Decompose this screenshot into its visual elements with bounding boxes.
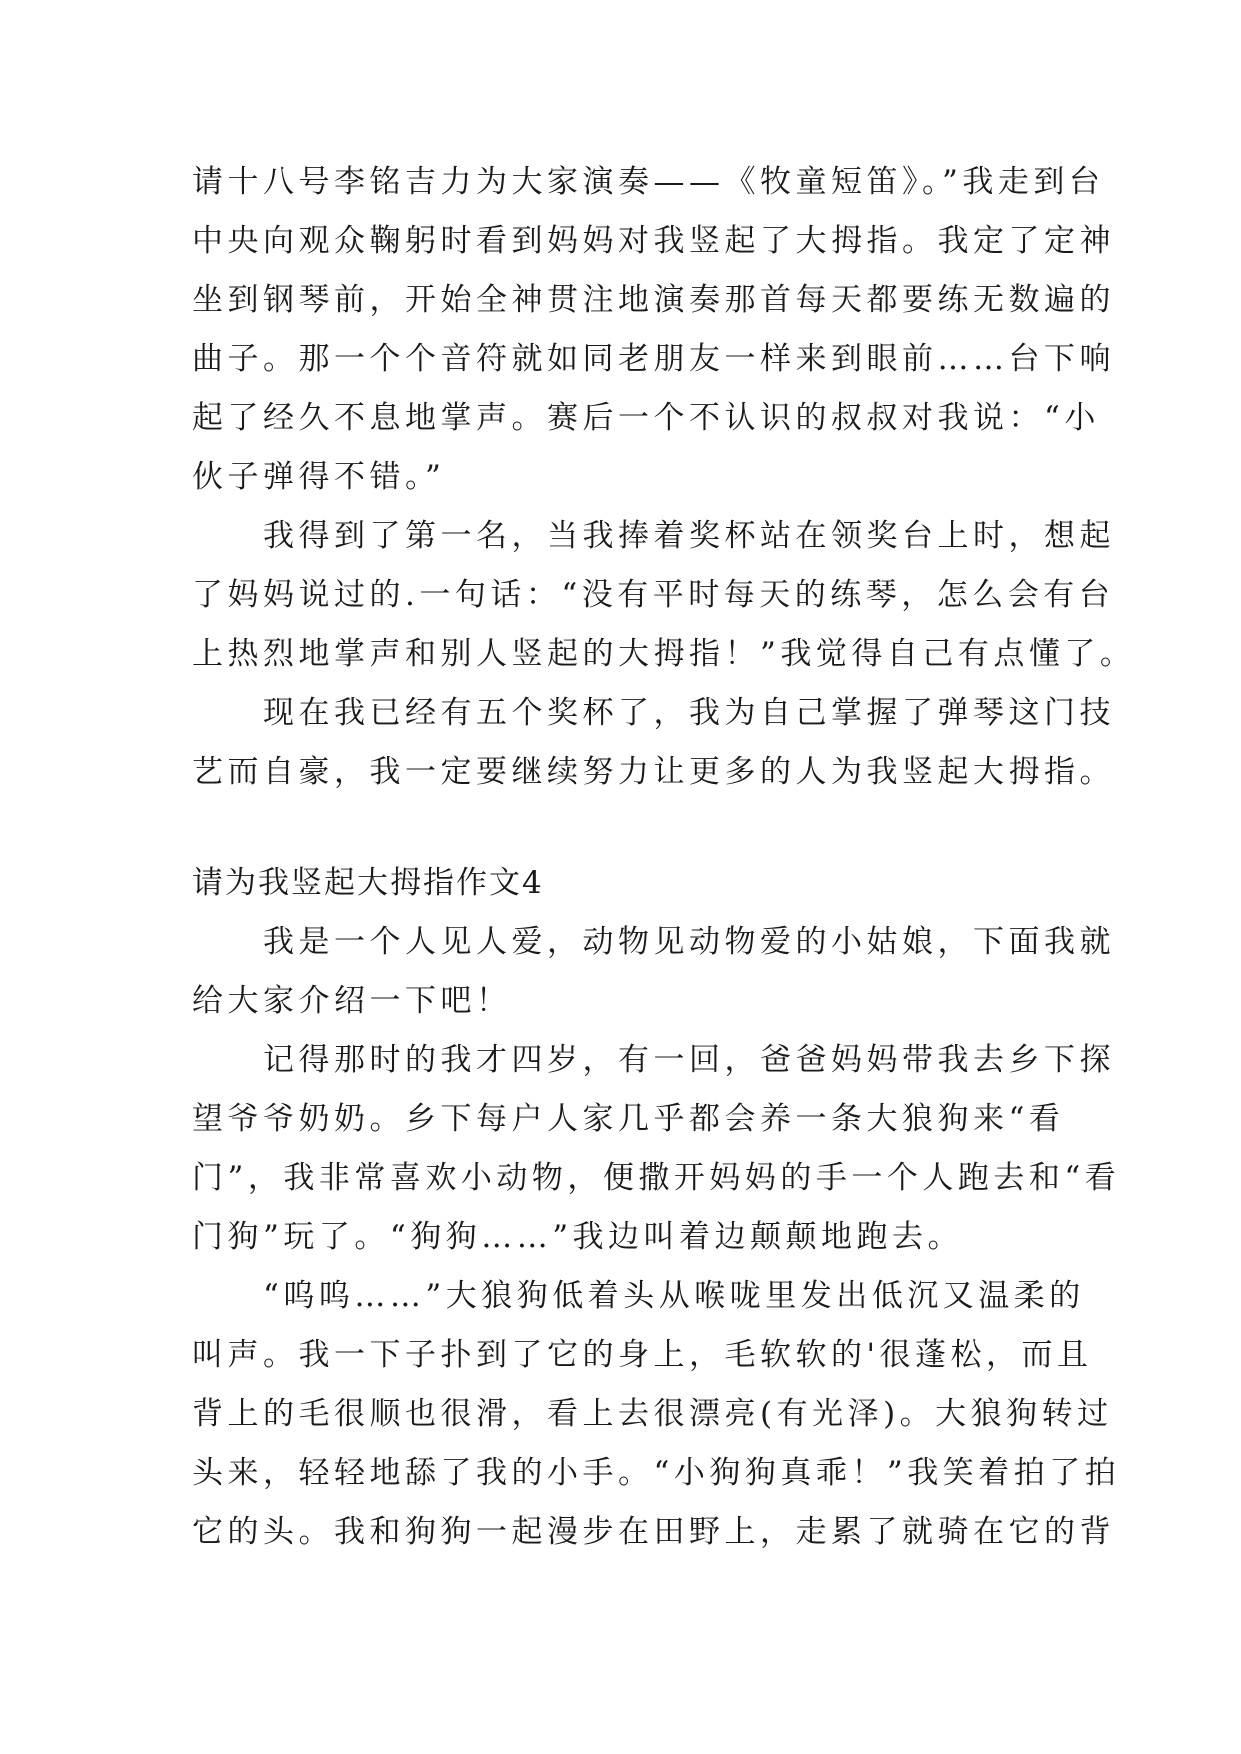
text-line: 请十八号李铭吉力为大家演奏——《牧童短笛》。”我走到台 xyxy=(192,164,1105,200)
text-line: “呜呜……”大狼狗低着头从喉咙里发出低沉又温柔的 xyxy=(192,1278,1085,1314)
text-line: 上热烈地掌声和别人竖起的大拇指！”我觉得自己有点懂了。 xyxy=(192,636,1136,672)
text-line: 门”，我非常喜欢小动物，便撒开妈妈的手一个人跑去和“看 xyxy=(192,1160,1121,1196)
text-line: 现在我已经有五个奖杯了，我为自己掌握了弹琴这门技 xyxy=(192,695,1115,731)
text-line: 头来，轻轻地舔了我的小手。“小狗狗真乖！”我笑着拍了拍 xyxy=(192,1455,1121,1491)
text-line: 了妈妈说过的.一句话：“没有平时每天的练琴，怎么会有台 xyxy=(192,577,1115,613)
section-heading: 请为我竖起大拇指作文4 xyxy=(192,865,544,901)
text-line: 门狗”玩了。“狗狗……”我边叫着边颠颠地跑去。 xyxy=(192,1219,964,1255)
text-line: 望爷爷奶奶。乡下每户人家几乎都会养一条大狼狗来“看 xyxy=(192,1101,1065,1137)
text-line: 坐到钢琴前，开始全神贯注地演奏那首每天都要练无数遍的 xyxy=(192,282,1115,318)
text-line: 我是一个人见人爱，动物见动物爱的小姑娘，下面我就 xyxy=(192,924,1115,960)
text-line: 中央向观众鞠躬时看到妈妈对我竖起了大拇指。我定了定神 xyxy=(192,223,1115,259)
text-line: 它的头。我和狗狗一起漫步在田野上，走累了就骑在它的背 xyxy=(192,1514,1115,1550)
text-line: 背上的毛很顺也很滑，看上去很漂亮(有光泽)。大狼狗转过 xyxy=(192,1396,1113,1432)
text-line: 起了经久不息地掌声。赛后一个不认识的叔叔对我说：“小 xyxy=(192,400,1100,436)
text-line: 艺而自豪，我一定要继续努力让更多的人为我竖起大拇指。 xyxy=(192,754,1115,790)
text-line: 曲子。那一个个音符就如同老朋友一样来到眼前……台下响 xyxy=(192,341,1115,377)
text-line: 给大家介绍一下吧！ xyxy=(192,983,512,1019)
text-line: 记得那时的我才四岁，有一回，爸爸妈妈带我去乡下探 xyxy=(192,1042,1115,1078)
text-line: 我得到了第一名，当我捧着奖杯站在领奖台上时，想起 xyxy=(192,518,1115,554)
text-line: 叫声。我一下子扑到了它的身上，毛软软的'很蓬松，而且 xyxy=(192,1337,1093,1373)
text-line: 伙子弹得不错。” xyxy=(192,459,446,495)
